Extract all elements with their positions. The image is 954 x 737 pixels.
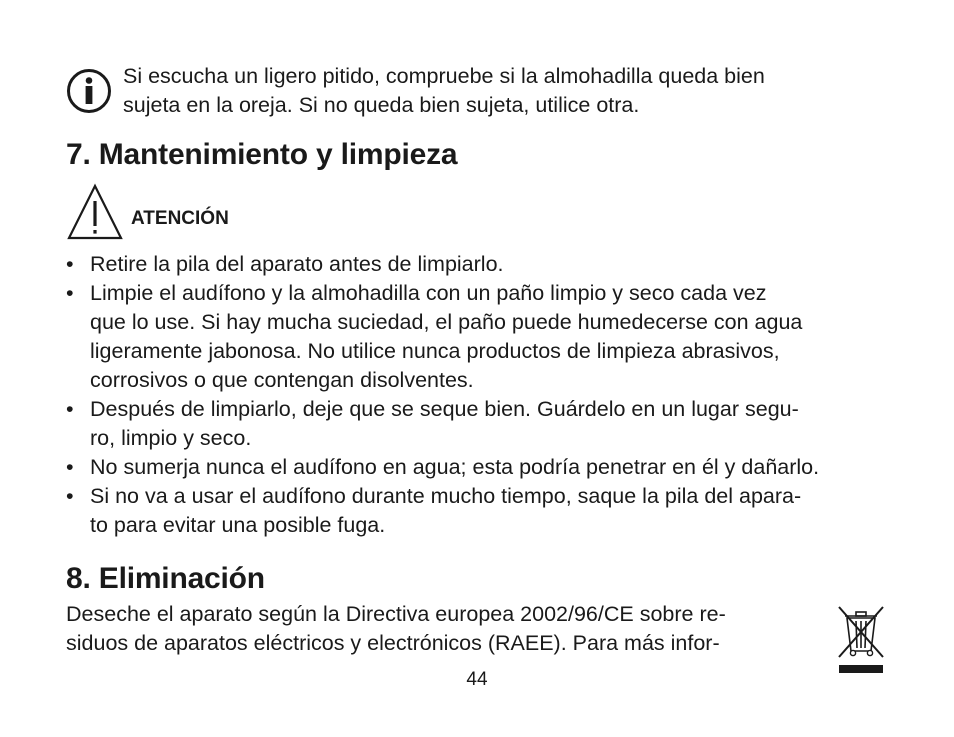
info-icon <box>66 68 112 114</box>
page-number: 44 <box>466 669 488 690</box>
bullet-dot: • <box>66 397 74 421</box>
bullet-item <box>66 395 896 453</box>
section-7-heading: 7. Mantenimiento y limpieza <box>66 138 458 171</box>
bullet-item <box>66 250 896 279</box>
disposal-line: Deseche el aparato según la Directiva europea 2002/96/CE sobre re- <box>66 602 726 626</box>
bullet-dot: • <box>66 281 74 305</box>
warning-triangle-icon <box>66 183 124 241</box>
bullet-dot: • <box>66 455 74 479</box>
bullet-line: to para evitar una posible fuga. <box>90 513 386 537</box>
bullet-line: ro, limpio y seco. <box>90 426 252 450</box>
weee-crossed-bin-icon <box>836 603 886 675</box>
bullet-item <box>66 482 896 540</box>
info-note-line: sujeta en la oreja. Si no queda bien sujeta, utilice otra. <box>123 93 640 117</box>
bullet-dot: • <box>66 252 74 276</box>
maintenance-bullet-list <box>66 250 896 540</box>
bullet-dot: • <box>66 484 74 508</box>
bullet-line: Retire la pila del aparato antes de limpiarlo. <box>90 252 504 276</box>
info-note-line: Si escucha un ligero pitido, compruebe si la almohadilla queda bien <box>123 64 765 88</box>
info-note <box>123 62 883 120</box>
bullet-line: ligeramente jabonosa. No utilice nunca productos de limpieza abrasivos, <box>90 339 780 363</box>
bullet-line: Limpie el audífono y la almohadilla con un paño limpio y seco cada vez <box>90 281 767 305</box>
disposal-line: siduos de aparatos eléctricos y electrónicos (RAEE). Para más infor- <box>66 631 720 655</box>
bullet-item <box>66 279 896 395</box>
bullet-item <box>66 453 896 482</box>
bullet-line: Después de limpiarlo, deje que se seque bien. Guárdelo en un lugar segu- <box>90 397 799 421</box>
bullet-line: No sumerja nunca el audífono en agua; esta podría penetrar en él y dañarlo. <box>90 455 820 479</box>
bullet-line: que lo use. Si hay mucha suciedad, el paño puede humedecerse con agua <box>90 310 803 334</box>
section-8-heading: 8. Eliminación <box>66 562 265 595</box>
disposal-paragraph <box>66 600 811 658</box>
bullet-line: Si no va a usar el audífono durante mucho tiempo, saque la pila del apara- <box>90 484 802 508</box>
bullet-line: corrosivos o que contengan disolventes. <box>90 368 474 392</box>
warning-label: ATENCIÓN <box>131 208 229 229</box>
